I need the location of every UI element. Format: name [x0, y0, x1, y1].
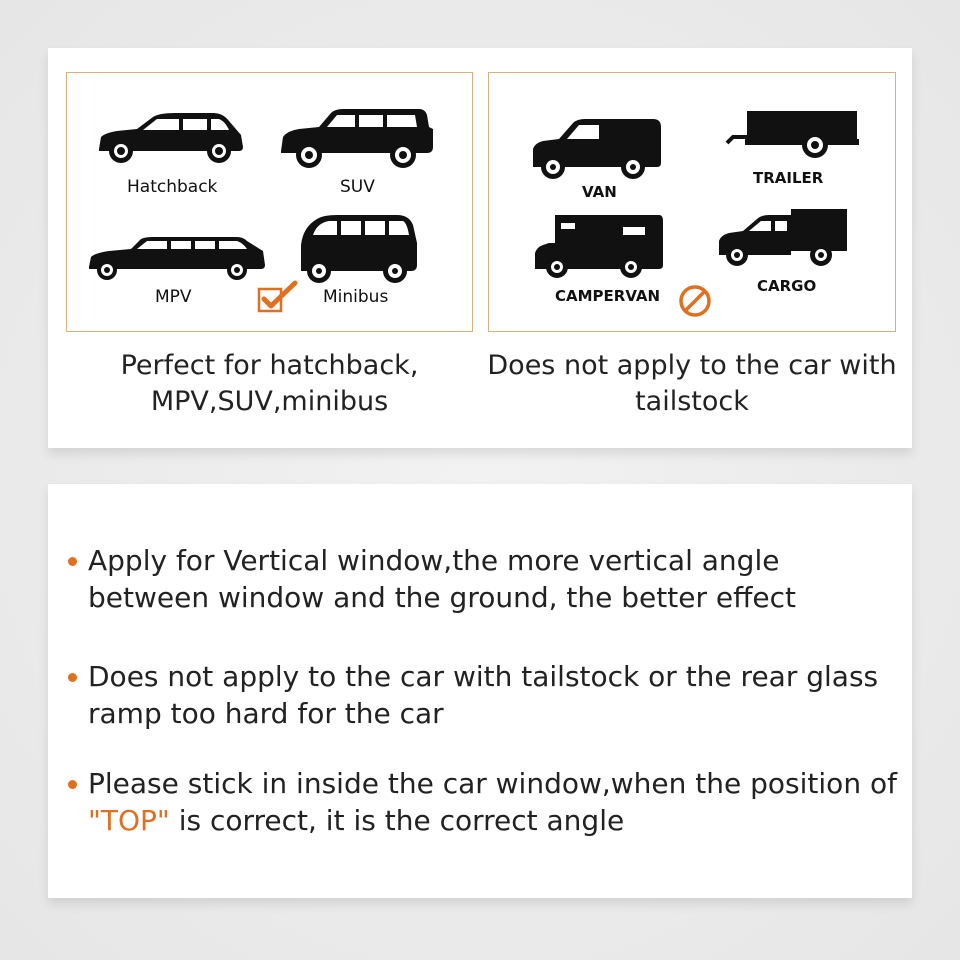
vehicle-label-van: VAN	[582, 183, 617, 201]
vehicle-label-minibus: Minibus	[323, 287, 389, 307]
compatible-caption-line2: MPV,SUV,minibus	[150, 386, 389, 417]
checkmark-icon	[257, 279, 299, 315]
note-line: Please stick in inside the car window,when the position of	[88, 767, 897, 800]
minibus-icon	[297, 213, 421, 285]
vehicle-label-suv: SUV	[340, 177, 375, 197]
van-icon	[529, 117, 665, 179]
suv-icon	[279, 107, 435, 171]
compatible-caption	[66, 348, 473, 420]
usage-notes-card	[48, 484, 912, 898]
incompatible-caption	[478, 348, 906, 420]
bullet-dot-icon	[68, 780, 77, 789]
incompatible-caption-line2: tailstock	[635, 386, 749, 417]
vehicle-label-mpv: MPV	[155, 287, 192, 307]
compatibility-card	[48, 48, 912, 448]
compatible-caption-line1: Perfect for hatchback,	[120, 350, 419, 381]
bullet-dot-icon	[68, 557, 77, 566]
note-line: Does not apply to the car with tailstock or the rear glass	[88, 660, 879, 693]
campervan-icon	[533, 213, 665, 279]
top-highlight: "TOP"	[88, 804, 170, 837]
mpv-icon	[87, 235, 267, 281]
vehicle-label-campervan: CAMPERVAN	[555, 287, 661, 305]
cargo-icon	[717, 207, 849, 269]
incompatible-vehicles-panel	[488, 72, 896, 332]
prohibited-icon	[677, 283, 713, 319]
note-line-rest: is correct, it is the correct angle	[169, 804, 625, 837]
trailer-icon	[725, 109, 861, 161]
hatchback-icon	[95, 109, 245, 165]
bullet-dot-icon	[68, 673, 77, 682]
note-line: Apply for Vertical window,the more vertical angle	[88, 544, 780, 577]
note-line	[88, 802, 897, 839]
incompatible-caption-line1: Does not apply to the car with	[487, 350, 897, 381]
vehicle-label-trailer: TRAILER	[753, 169, 824, 187]
compatible-vehicles-panel	[66, 72, 473, 332]
vehicle-label-cargo: CARGO	[757, 277, 817, 295]
note-line: between window and the ground, the better effect	[88, 581, 796, 614]
vehicle-label-hatchback: Hatchback	[127, 177, 218, 197]
note-line: ramp too hard for the car	[88, 697, 444, 730]
